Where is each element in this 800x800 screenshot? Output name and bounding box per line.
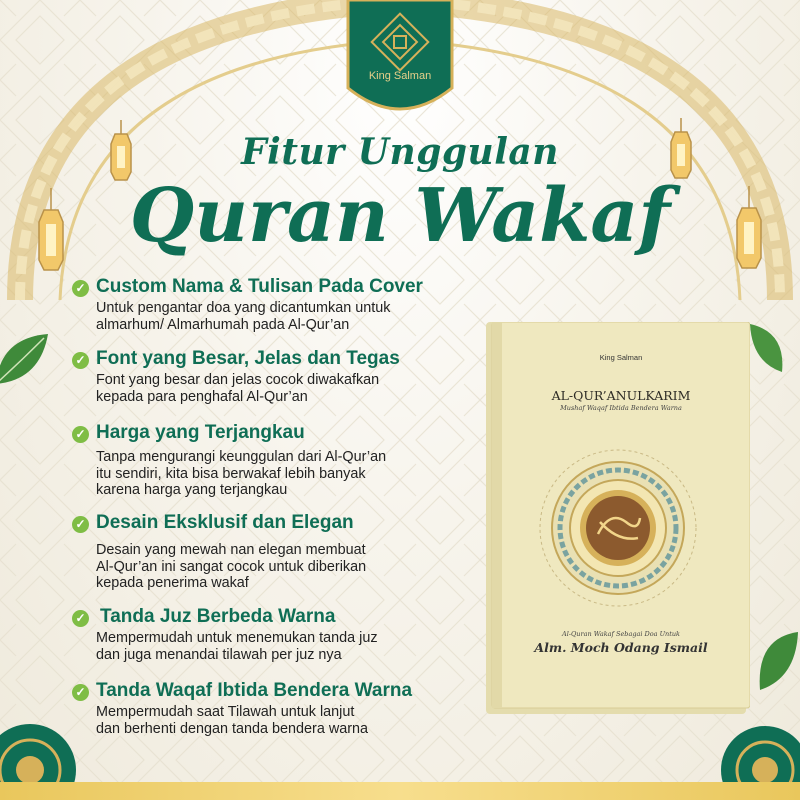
feature-description: Untuk pengantar doa yang dicantumkan untuk almarhum/ Almarhumah pada Al-Qur’an [96,300,391,333]
feature-description: Font yang besar dan jelas cocok diwakafkan kepada para penghafal Al-Qur’an [96,372,380,405]
brand-badge [340,0,460,120]
book-dedicated-name: Alm. Moch Odang Ismail [534,640,708,655]
brand-name: King Salman [368,70,432,82]
quran-book-cover [486,322,750,714]
headline-large: Quran Wakaf [129,173,671,259]
check-icon: ✓ [72,352,89,369]
check-icon: ✓ [72,280,89,297]
book-dedication-note: Al-Quran Wakaf Sebagai Doa Untuk [562,630,680,638]
feature-description: Tanpa mengurangi keunggulan dari Al-Qur’an itu sendiri, kita bisa berwakaf lebih banyak karena harga yang terjangkau [96,449,387,498]
check-icon: ✓ [72,610,89,627]
feature-title: Font yang Besar, Jelas dan Tegas [96,348,400,369]
leaf-icon [752,628,800,694]
leaf-icon [0,330,50,390]
leaf-icon [746,322,786,374]
check-icon: ✓ [72,684,89,701]
check-icon: ✓ [72,426,89,443]
feature-title: Custom Nama & Tulisan Pada Cover [96,276,423,297]
feature-description: Mempermudah saat Tilawah untuk lanjut dan berhenti dengan tanda bendera warna [96,704,369,737]
feature-title: Tanda Waqaf Ibtida Bendera Warna [96,680,413,701]
bottom-gold-bar [0,782,800,800]
feature-title: Desain Eksklusif dan Elegan [96,512,354,533]
book-brand: King Salman [599,353,643,362]
feature-description: Mempermudah untuk menemukan tanda juz dan juga menandai tilawah per juz nya [96,630,378,663]
feature-title: Tanda Juz Berbeda Warna [100,606,336,627]
book-title: AL-QUR’ANULKARIM [551,388,691,403]
feature-title: Harga yang Terjangkau [96,422,305,443]
headline-small: Fitur Unggulan [241,131,559,173]
book-subtitle: Mushaf Waqaf Ibtida Bendera Warna [560,404,682,412]
feature-description: Desain yang mewah nan elegan membuat Al-Qur’an ini sangat cocok untuk diberikan kepada penerima wakaf [96,542,367,591]
check-icon: ✓ [72,516,89,533]
